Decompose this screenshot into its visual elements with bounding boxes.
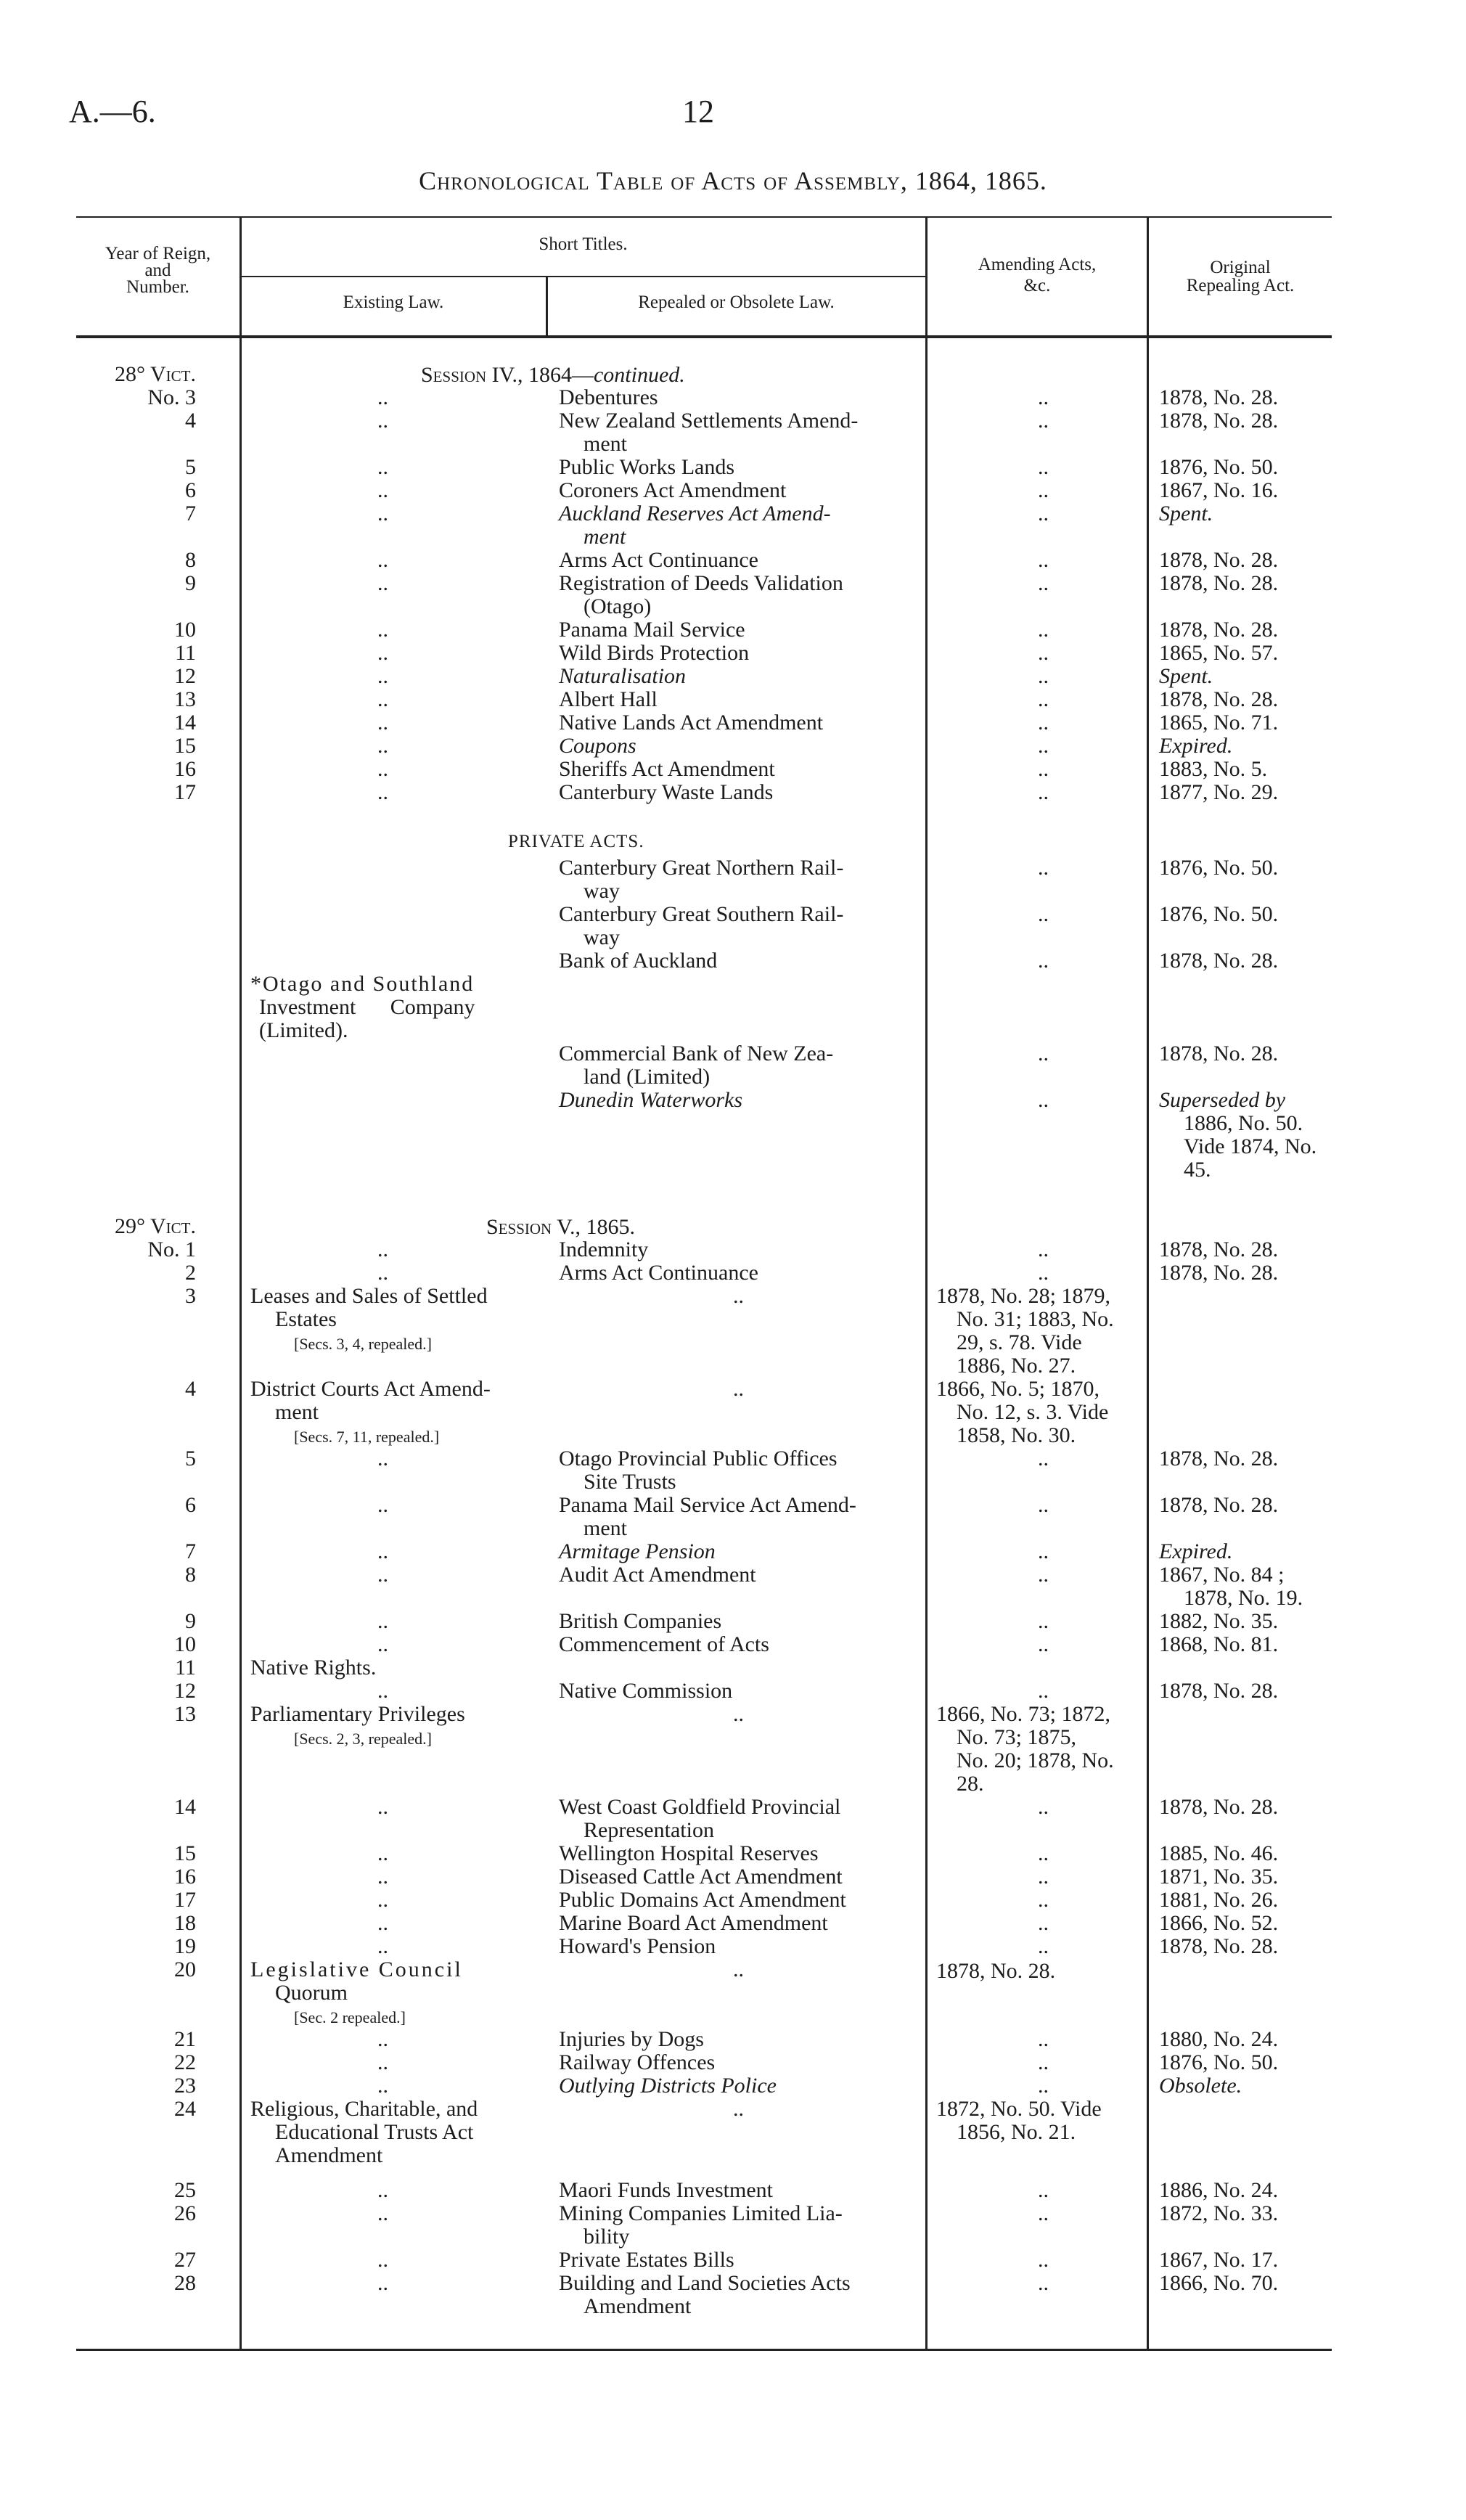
repealed-title-cont: way — [583, 925, 620, 949]
act-number: 4 — [185, 409, 196, 433]
leader-dots: .. — [1038, 641, 1049, 665]
leader-dots: .. — [377, 571, 388, 595]
act-number: 2 — [185, 1261, 196, 1285]
act-number: 22 — [174, 2050, 196, 2074]
amending-act: 1886, No. 27. — [957, 1354, 1076, 1378]
session-label: Session IV. — [421, 363, 517, 387]
existing-title: District Courts Act Amend- — [250, 1377, 491, 1401]
repealed-title: Native Commission — [559, 1679, 733, 1703]
repealed-title: Marine Board Act Amendment — [559, 1911, 828, 1935]
leader-dots: .. — [1038, 780, 1049, 804]
act-number: 15 — [174, 1841, 196, 1865]
leader-dots: .. — [1038, 2074, 1049, 2098]
act-number: 11 — [175, 641, 196, 665]
repealing-act: Obsolete. — [1159, 2074, 1242, 2098]
existing-title: Religious, Charitable, and — [250, 2097, 478, 2121]
repealing-act: 1878, No. 28. — [1159, 1493, 1279, 1517]
repeal-note: [Secs. 2, 3, repealed.] — [294, 1730, 432, 1748]
leader-dots: .. — [377, 1632, 388, 1656]
act-number: No. 3 — [147, 385, 196, 409]
act-number: 21 — [174, 2027, 196, 2051]
repealing-act: 1865, No. 57. — [1159, 641, 1279, 665]
leader-dots: .. — [377, 2248, 388, 2272]
column-divider — [1147, 218, 1149, 2349]
repealed-title: Canterbury Great Northern Rail- — [559, 856, 844, 880]
repealed-title: Amendment — [583, 2294, 692, 2318]
existing-title: Investment Company — [259, 995, 475, 1019]
header-amending-line: Amending Acts, — [978, 255, 1097, 274]
leader-dots: .. — [377, 502, 388, 525]
repealed-title: Debentures — [559, 385, 658, 409]
repealing-act: 1867, No. 84 ; — [1159, 1563, 1285, 1587]
repealed-title-cont: way — [583, 879, 620, 903]
leader-dots: .. — [1038, 2027, 1049, 2051]
existing-title: Native Rights. — [250, 1656, 377, 1680]
leader-dots: .. — [1038, 1934, 1049, 1958]
leader-dots: .. — [377, 687, 388, 711]
amending-act: 28. — [957, 1772, 984, 1796]
repealed-title: Bank of Auckland — [559, 949, 718, 973]
leader-dots: .. — [377, 1888, 388, 1912]
act-number: 4 — [185, 1377, 196, 1401]
repealed-title: New Zealand Settlements Amend- — [559, 409, 859, 433]
repealing-act: 1878, No. 28. — [1159, 949, 1279, 973]
repealed-title-cont: ment — [583, 525, 626, 549]
leader-dots: .. — [1038, 1911, 1049, 1935]
leader-dots: .. — [1038, 856, 1049, 880]
leader-dots: .. — [377, 1841, 388, 1865]
amending-act: 1872, No. 50. Vide — [936, 2097, 1102, 2121]
repealing-act: 1866, No. 52. — [1159, 1911, 1279, 1935]
private-acts-heading: PRIVATE ACTS. — [508, 832, 644, 851]
header-original-line: Original — [1210, 258, 1271, 277]
repealed-title: Arms Act Continuance — [559, 1261, 758, 1285]
leader-dots: .. — [733, 1284, 744, 1308]
repealing-act: 1881, No. 26. — [1159, 1888, 1279, 1912]
header-original-repealing — [1149, 257, 1332, 296]
amending-act: No. 12, s. 3. Vide — [957, 1400, 1109, 1424]
repealed-title: Diseased Cattle Act Amendment — [559, 1865, 843, 1889]
repealed-title: Railway Offences — [559, 2050, 716, 2074]
leader-dots: .. — [377, 1238, 388, 1261]
repealing-act: 1878, No. 28. — [1159, 1934, 1279, 1958]
repealed-title-cont: land (Limited) — [583, 1065, 711, 1089]
existing-title: (Limited). — [259, 1018, 348, 1042]
repealed-title: Building and Land Societies Acts — [559, 2271, 851, 2295]
table-head-rule — [76, 335, 1332, 338]
leader-dots: .. — [1038, 502, 1049, 525]
leader-dots: .. — [377, 2050, 388, 2074]
repealed-title: Panama Mail Service Act Amend- — [559, 1493, 856, 1517]
repealed-title: Private Estates Bills — [559, 2248, 734, 2272]
leader-dots: .. — [1038, 1632, 1049, 1656]
header-year-line: and — [144, 261, 171, 280]
repealing-act: Spent. — [1159, 664, 1213, 688]
leader-dots: .. — [1038, 1865, 1049, 1889]
leader-dots: .. — [733, 1377, 744, 1401]
header-original-line: Repealing Act. — [1186, 276, 1295, 295]
act-number: 7 — [185, 1539, 196, 1563]
repealed-title: Mining Companies Limited Lia- — [559, 2201, 843, 2225]
leader-dots: .. — [1038, 1539, 1049, 1563]
session-label: Session V. — [486, 1215, 576, 1239]
repealing-act: Superseded by — [1159, 1088, 1286, 1112]
repealed-title: Public Works Lands — [559, 455, 735, 479]
repealing-act: 1880, No. 24. — [1159, 2027, 1279, 2051]
leader-dots: .. — [1038, 1841, 1049, 1865]
leader-dots: .. — [377, 780, 388, 804]
leader-dots: .. — [1038, 1563, 1049, 1587]
leader-dots: .. — [377, 2074, 388, 2098]
header-year-line: Number. — [126, 277, 189, 297]
act-number: 8 — [185, 548, 196, 572]
existing-title: Legislative Council — [250, 1958, 463, 1981]
act-number: 28 — [174, 2271, 196, 2295]
repealed-title: Public Domains Act Amendment — [559, 1888, 846, 1912]
act-number: 16 — [174, 1865, 196, 1889]
repealed-title: Otago Provincial Public Offices — [559, 1447, 838, 1470]
repealed-title: Panama Mail Service — [559, 618, 745, 642]
repealing-act: 1878, No. 28. — [1159, 1795, 1279, 1819]
leader-dots: .. — [733, 1958, 744, 1981]
leader-dots: .. — [733, 1702, 744, 1726]
repealed-title: Canterbury Waste Lands — [559, 780, 774, 804]
repealing-act: 1877, No. 29. — [1159, 780, 1279, 804]
repealing-act: 1876, No. 50. — [1159, 902, 1279, 926]
session-continued: continued. — [593, 363, 685, 387]
leader-dots: .. — [377, 548, 388, 572]
amending-act: 1856, No. 21. — [957, 2120, 1076, 2144]
leader-dots: .. — [377, 664, 388, 688]
page-number: 12 — [682, 94, 714, 129]
header-amending-acts — [927, 254, 1147, 296]
leader-dots: .. — [377, 1679, 388, 1703]
repealed-title: Naturalisation — [559, 664, 687, 688]
amending-act: 29, s. 78. Vide — [957, 1330, 1082, 1354]
existing-title: Leases and Sales of Settled — [250, 1284, 488, 1308]
leader-dots: .. — [377, 1865, 388, 1889]
repealing-act: 1876, No. 50. — [1159, 856, 1279, 880]
leader-dots: .. — [377, 711, 388, 735]
repealing-act: 1878, No. 28. — [1159, 1238, 1279, 1261]
amending-act: 1878, No. 28. — [936, 1959, 1056, 1983]
repealing-act: 1878, No. 28. — [1159, 409, 1279, 433]
repealed-title: Maori Funds Investment — [559, 2178, 773, 2202]
header-existing-law: Existing Law. — [343, 292, 444, 312]
leader-dots: .. — [1038, 571, 1049, 595]
leader-dots: .. — [1038, 385, 1049, 409]
leader-dots: .. — [1038, 1795, 1049, 1819]
column-divider — [239, 218, 242, 2349]
reign-year: 29° Vict. — [115, 1214, 196, 1238]
repealing-act: 1867, No. 16. — [1159, 478, 1279, 502]
leader-dots: .. — [1038, 1609, 1049, 1633]
act-number: 15 — [174, 734, 196, 758]
repealed-title: Coroners Act Amendment — [559, 478, 787, 502]
repealing-act: 1883, No. 5. — [1159, 757, 1268, 781]
act-number: 14 — [174, 711, 196, 735]
amending-act: No. 20; 1878, No. — [957, 1748, 1114, 1772]
repeal-note: [Secs. 7, 11, repealed.] — [294, 1428, 440, 1446]
repealing-act: 1878, No. 28. — [1159, 1447, 1279, 1470]
existing-title: Parliamentary Privileges — [250, 1702, 465, 1726]
leader-dots: .. — [1038, 2050, 1049, 2074]
repealed-title: Native Lands Act Amendment — [559, 711, 824, 735]
act-number: 13 — [174, 687, 196, 711]
leader-dots: .. — [377, 1493, 388, 1517]
repealed-title: Commencement of Acts — [559, 1632, 769, 1656]
repealed-title: Wellington Hospital Reserves — [559, 1841, 819, 1865]
amending-act: 1858, No. 30. — [957, 1423, 1076, 1447]
repealed-title: Arms Act Continuance — [559, 548, 758, 572]
short-titles-rule — [241, 276, 925, 277]
existing-title: Educational Trusts Act — [275, 2120, 474, 2144]
repealed-title: bility — [583, 2225, 630, 2249]
repealed-title-cont: ment — [583, 432, 627, 456]
leader-dots: .. — [1038, 1088, 1049, 1112]
leader-dots: .. — [1038, 1042, 1049, 1065]
repealed-title: Albert Hall — [559, 687, 658, 711]
leader-dots: .. — [1038, 2201, 1049, 2225]
repealed-title: ment — [583, 1516, 627, 1540]
leader-dots: .. — [1038, 902, 1049, 926]
repealing-act: Vide 1874, No. — [1184, 1134, 1317, 1158]
act-number: 19 — [174, 1934, 196, 1958]
repealing-act: Spent. — [1159, 502, 1213, 525]
repeal-note: [Sec. 2 repealed.] — [294, 2008, 406, 2026]
act-number: 11 — [175, 1656, 196, 1680]
leader-dots: .. — [1038, 1261, 1049, 1285]
repealing-act: 1878, No. 28. — [1159, 571, 1279, 595]
amending-act: No. 31; 1883, No. — [957, 1307, 1114, 1331]
act-number: 20 — [174, 1958, 196, 1981]
header-repealed-law: Repealed or Obsolete Law. — [638, 292, 835, 312]
leader-dots: .. — [377, 734, 388, 758]
leader-dots: .. — [1038, 478, 1049, 502]
repealed-title: Coupons — [559, 734, 636, 758]
repealing-act: 1886, No. 50. — [1184, 1111, 1303, 1135]
leader-dots: .. — [377, 2201, 388, 2225]
existing-title: Estates — [275, 1307, 337, 1331]
leader-dots: .. — [1038, 1888, 1049, 1912]
repealing-act: 1878, No. 28. — [1159, 1042, 1279, 1065]
leader-dots: .. — [377, 2178, 388, 2202]
leader-dots: .. — [1038, 2178, 1049, 2202]
repeal-note: [Secs. 3, 4, repealed.] — [294, 1335, 432, 1353]
repealing-act: 1867, No. 17. — [1159, 2248, 1279, 2272]
act-number: 6 — [185, 478, 196, 502]
act-number: 7 — [185, 502, 196, 525]
repealing-act: Expired. — [1159, 734, 1233, 758]
repealed-title: Injuries by Dogs — [559, 2027, 704, 2051]
repealed-title: Site Trusts — [583, 1470, 676, 1494]
repealing-act: 1872, No. 33. — [1159, 2201, 1279, 2225]
leader-dots: .. — [1038, 2271, 1049, 2295]
leader-dots: .. — [1038, 734, 1049, 758]
table-bottom-rule — [76, 2349, 1332, 2351]
repealed-title: Canterbury Great Southern Rail- — [559, 902, 844, 926]
repealed-title: British Companies — [559, 1609, 722, 1633]
leader-dots: .. — [377, 1563, 388, 1587]
amending-act: 1878, No. 28; 1879, — [936, 1284, 1110, 1308]
act-number: 9 — [185, 571, 196, 595]
repealing-act: 1882, No. 35. — [1159, 1609, 1279, 1633]
repealing-act: 1878, No. 28. — [1159, 1679, 1279, 1703]
repealed-title: Sheriffs Act Amendment — [559, 757, 775, 781]
leader-dots: .. — [733, 2097, 744, 2121]
existing-title: ment — [275, 1400, 319, 1424]
page-reference: A.—6. — [69, 94, 156, 129]
amending-act: No. 73; 1875, — [957, 1725, 1076, 1749]
repealing-act: 1871, No. 35. — [1159, 1865, 1279, 1889]
repealing-act: Expired. — [1159, 1539, 1233, 1563]
header-amending-line: &c. — [1023, 276, 1051, 295]
amending-act: 1866, No. 5; 1870, — [936, 1377, 1100, 1401]
repealing-act: 1878, No. 28. — [1159, 1261, 1279, 1285]
act-number: 12 — [174, 1679, 196, 1703]
repealing-act: 45. — [1184, 1158, 1211, 1182]
act-number: No. 1 — [147, 1238, 196, 1261]
act-number: 17 — [174, 780, 196, 804]
repealing-act: 1878, No. 28. — [1159, 385, 1279, 409]
page-title: Chronological Table of Acts of Assembly, 1864, 1865. — [419, 166, 1047, 195]
act-number: 9 — [185, 1609, 196, 1633]
repealing-act: 1878, No. 28. — [1159, 687, 1279, 711]
leader-dots: .. — [1038, 687, 1049, 711]
act-number: 27 — [174, 2248, 196, 2272]
leader-dots: .. — [377, 2271, 388, 2295]
repealed-title: Audit Act Amendment — [559, 1563, 756, 1587]
leader-dots: .. — [377, 1795, 388, 1819]
repealed-title: Howard's Pension — [559, 1934, 716, 1958]
session-year: , 1864— — [517, 363, 594, 387]
session-year: , 1865. — [575, 1215, 635, 1239]
leader-dots: .. — [377, 409, 388, 433]
leader-dots: .. — [377, 1609, 388, 1633]
leader-dots: .. — [377, 1911, 388, 1935]
act-number: 23 — [174, 2074, 196, 2098]
act-number: 10 — [174, 618, 196, 642]
header-short-titles: Short Titles. — [539, 234, 628, 254]
session-5-heading — [486, 1215, 635, 1240]
act-number: 8 — [185, 1563, 196, 1587]
leader-dots: .. — [1038, 1679, 1049, 1703]
act-number: 3 — [185, 1284, 196, 1308]
repealing-act: 1866, No. 70. — [1159, 2271, 1279, 2295]
repealing-act: 1865, No. 71. — [1159, 711, 1279, 735]
repealing-act: 1868, No. 81. — [1159, 1632, 1279, 1656]
repealed-title: Auckland Reserves Act Amend- — [559, 502, 831, 525]
repealing-act: 1876, No. 50. — [1159, 455, 1279, 479]
leader-dots: .. — [1038, 1447, 1049, 1470]
leader-dots: .. — [377, 1934, 388, 1958]
act-number: 6 — [185, 1493, 196, 1517]
act-number: 5 — [185, 455, 196, 479]
leader-dots: .. — [377, 455, 388, 479]
act-number: 17 — [174, 1888, 196, 1912]
repealed-title: West Coast Goldfield Provincial — [559, 1795, 841, 1819]
repealed-title: Representation — [583, 1818, 714, 1842]
repealing-act: 1878, No. 19. — [1184, 1586, 1303, 1610]
act-number: 25 — [174, 2178, 196, 2202]
leader-dots: .. — [377, 1539, 388, 1563]
leader-dots: .. — [1038, 1238, 1049, 1261]
repealed-title: Commercial Bank of New Zea- — [559, 1042, 834, 1065]
leader-dots: .. — [377, 1447, 388, 1470]
repealing-act: 1878, No. 28. — [1159, 548, 1279, 572]
leader-dots: .. — [377, 2027, 388, 2051]
repealing-act: 1876, No. 50. — [1159, 2050, 1279, 2074]
header-year — [80, 243, 236, 298]
existing-title: Quorum — [275, 1981, 348, 2005]
leader-dots: .. — [377, 618, 388, 642]
repealed-title-cont: (Otago) — [583, 594, 652, 618]
repealed-title: Dunedin Waterworks — [559, 1088, 743, 1112]
leader-dots: .. — [1038, 711, 1049, 735]
repealed-title: Registration of Deeds Validation — [559, 571, 843, 595]
act-number: 13 — [174, 1702, 196, 1726]
leader-dots: .. — [1038, 548, 1049, 572]
act-number: 18 — [174, 1911, 196, 1935]
act-number: 14 — [174, 1795, 196, 1819]
repealing-act: 1886, No. 24. — [1159, 2178, 1279, 2202]
repealing-act: 1878, No. 28. — [1159, 618, 1279, 642]
leader-dots: .. — [1038, 409, 1049, 433]
leader-dots: .. — [1038, 618, 1049, 642]
leader-dots: .. — [377, 385, 388, 409]
leader-dots: .. — [1038, 757, 1049, 781]
repealing-act: 1885, No. 46. — [1159, 1841, 1279, 1865]
act-number: 5 — [185, 1447, 196, 1470]
table-top-rule — [76, 216, 1332, 218]
act-number: 24 — [174, 2097, 196, 2121]
leader-dots: .. — [1038, 2248, 1049, 2272]
repealed-title: Wild Birds Protection — [559, 641, 750, 665]
act-number: 12 — [174, 664, 196, 688]
amending-act: 1866, No. 73; 1872, — [936, 1702, 1110, 1726]
existing-title: Amendment — [275, 2143, 383, 2167]
leader-dots: .. — [377, 1261, 388, 1285]
header-year-line: Year of Reign, — [105, 244, 211, 263]
act-number: 26 — [174, 2201, 196, 2225]
reign-year: 28° Vict. — [115, 362, 196, 386]
repealed-title: Indemnity — [559, 1238, 649, 1261]
repealed-title: Outlying Districts Police — [559, 2074, 777, 2098]
leader-dots: .. — [1038, 664, 1049, 688]
leader-dots: .. — [377, 757, 388, 781]
leader-dots: .. — [377, 478, 388, 502]
leader-dots: .. — [1038, 455, 1049, 479]
session-4-heading — [421, 363, 685, 388]
leader-dots: .. — [1038, 1493, 1049, 1517]
existing-title: *Otago and Southland — [250, 972, 475, 996]
act-number: 10 — [174, 1632, 196, 1656]
repealed-title: Armitage Pension — [559, 1539, 716, 1563]
act-number: 16 — [174, 757, 196, 781]
leader-dots: .. — [1038, 949, 1049, 973]
leader-dots: .. — [377, 641, 388, 665]
